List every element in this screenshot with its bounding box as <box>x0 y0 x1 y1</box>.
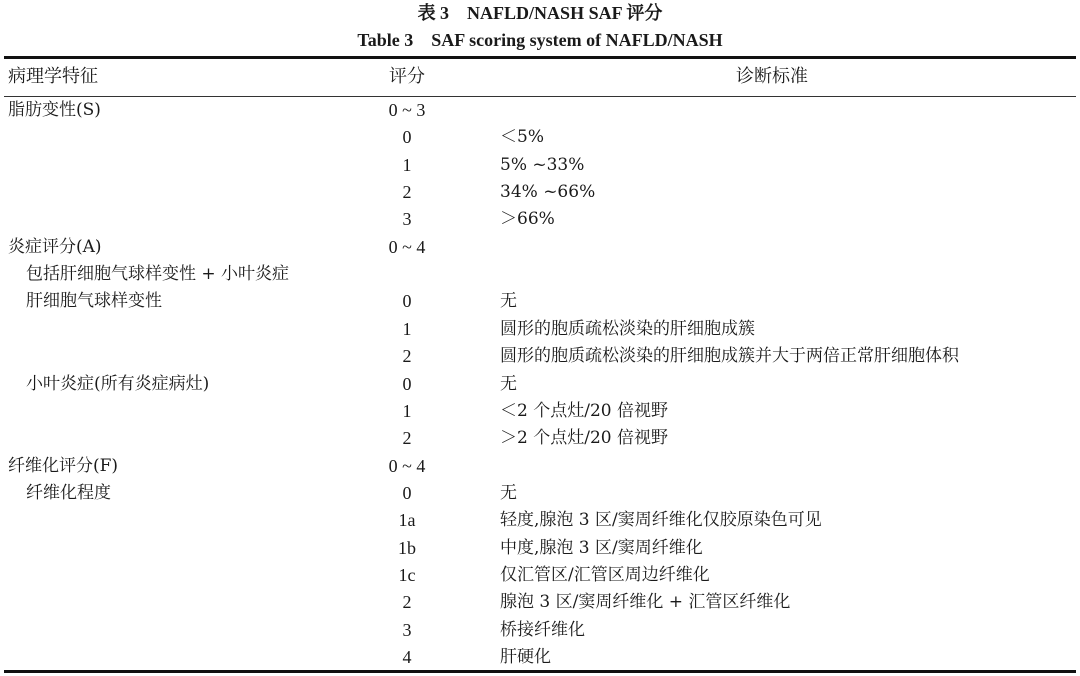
cell-score: 1 <box>402 400 412 421</box>
cell-criteria: ＞66% <box>500 209 555 230</box>
cell-feature: 纤维化程度 <box>26 482 111 503</box>
cell-criteria: ＜2 个点灶/20 倍视野 <box>500 400 668 421</box>
table-caption-english: Table 3 SAF scoring system of NAFLD/NASH <box>357 30 723 50</box>
table-row <box>0 124 1080 151</box>
cell-criteria: 肝硬化 <box>500 647 551 667</box>
header-diagnostic-criteria: 诊断标准 <box>736 66 808 87</box>
table-row <box>0 507 1080 534</box>
table-row <box>0 152 1080 179</box>
cell-score: 0 <box>402 127 412 148</box>
table-row <box>0 617 1080 644</box>
cell-feature: 炎症评分(A) <box>8 236 102 257</box>
cell-score: 2 <box>402 428 412 449</box>
cell-score: 1 <box>402 154 412 175</box>
cell-feature: 纤维化评分(F) <box>8 455 119 476</box>
table-row <box>0 480 1080 507</box>
cell-criteria: 桥接纤维化 <box>500 619 585 640</box>
cell-score: 0 ~ 3 <box>388 100 426 120</box>
header-pathology-feature: 病理学特征 <box>8 66 98 87</box>
cell-criteria: 无 <box>500 373 517 394</box>
cell-score: 3 <box>402 209 412 230</box>
table-row <box>0 589 1080 616</box>
table-row <box>0 179 1080 206</box>
cell-criteria: 34% ~66% <box>500 182 596 203</box>
table-row <box>0 97 1080 124</box>
cell-criteria: 无 <box>500 291 517 312</box>
cell-score: 1b <box>398 537 416 558</box>
table-caption-chinese: 表 3 NAFLD/NASH SAF 评分 <box>417 3 663 23</box>
cell-score: 0 <box>402 291 412 312</box>
table-row <box>0 535 1080 562</box>
table-row <box>0 343 1080 370</box>
cell-score: 0 ~ 4 <box>388 236 426 257</box>
table-row <box>0 206 1080 233</box>
table-row <box>0 316 1080 343</box>
cell-score: 2 <box>402 592 412 613</box>
cell-criteria: 圆形的胞质疏松淡染的肝细胞成簇并大于两倍正常肝细胞体积 <box>500 346 959 367</box>
cell-criteria: 5% ~33% <box>500 154 585 175</box>
table-row <box>0 425 1080 452</box>
cell-criteria: 无 <box>500 482 517 503</box>
table-row <box>0 371 1080 398</box>
cell-score: 0 <box>402 482 412 503</box>
table-header <box>0 62 1080 92</box>
cell-feature: 脂肪变性(S) <box>8 100 101 120</box>
cell-score: 0 <box>402 373 412 394</box>
cell-criteria: ＜5% <box>500 127 544 148</box>
cell-criteria: 腺泡 3 区/窦周纤维化 + 汇管区纤维化 <box>500 592 791 613</box>
table-row <box>0 644 1080 671</box>
table-row <box>0 288 1080 315</box>
cell-criteria: 轻度,腺泡 3 区/窦周纤维化仅胶原染色可见 <box>500 510 822 531</box>
table-row <box>0 261 1080 288</box>
cell-criteria: 中度,腺泡 3 区/窦周纤维化 <box>500 537 703 558</box>
cell-score: 2 <box>402 346 412 367</box>
cell-criteria: ＞2 个点灶/20 倍视野 <box>500 428 668 449</box>
cell-criteria: 仅汇管区/汇管区周边纤维化 <box>500 564 710 585</box>
cell-score: 4 <box>402 647 412 667</box>
cell-feature: 包括肝细胞气球样变性 + 小叶炎症 <box>26 264 290 285</box>
cell-score: 1c <box>398 564 416 585</box>
cell-criteria: 圆形的胞质疏松淡染的肝细胞成簇 <box>500 318 755 339</box>
cell-feature: 肝细胞气球样变性 <box>26 291 162 312</box>
cell-score: 3 <box>402 619 412 640</box>
table-row <box>0 453 1080 480</box>
cell-score: 2 <box>402 182 412 203</box>
bottom-rule <box>4 670 1076 673</box>
cell-feature: 小叶炎症(所有炎症病灶) <box>26 373 210 394</box>
table-row <box>0 562 1080 589</box>
cell-score: 0 ~ 4 <box>388 455 426 476</box>
header-score: 评分 <box>389 66 425 87</box>
table-row <box>0 234 1080 261</box>
top-rule <box>4 56 1076 59</box>
cell-score: 1a <box>398 510 416 531</box>
cell-score: 1 <box>402 318 412 339</box>
table-row <box>0 398 1080 425</box>
